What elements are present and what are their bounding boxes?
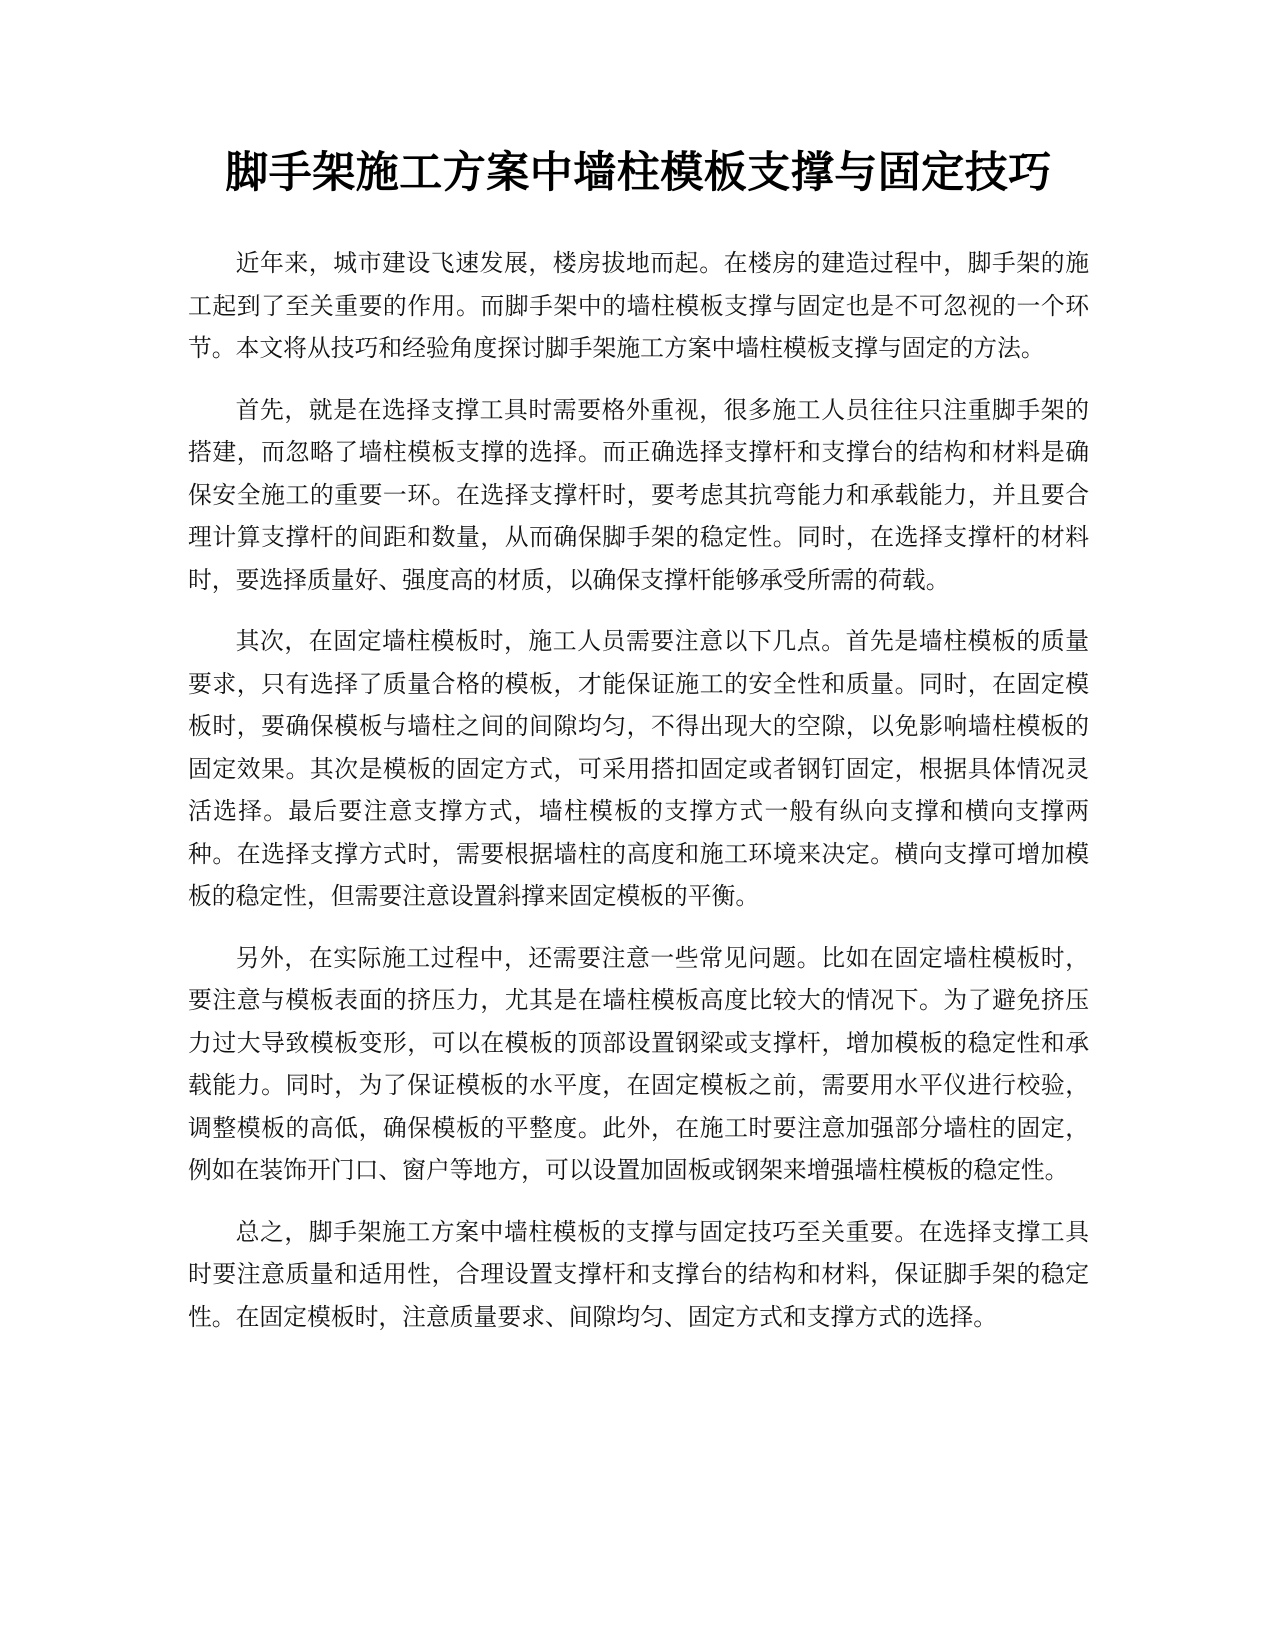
- document-title: 脚手架施工方案中墙柱模板支撑与固定技巧: [225, 148, 1052, 198]
- paragraph-common-issues: 另外，在实际施工过程中，还需要注意一些常见问题。比如在固定墙柱模板时，要注意与模板表面的挤压力，尤其是在墙柱模板高度比较大的情况下。为了避免挤压力过大导致模板变形，可以在模板的顶部设置钢梁或支撑杆，增加模板的稳定性和承载能力。同时，为了保证模板的水平度，在固定模板之前，需要用水平仪进行校验，调整模板的高低，确保模板的平整度。此外，在施工时要注意加强部分墙柱的固定，例如在装饰开门口、窗户等地方，可以设置加固板或钢架来增强墙柱模板的稳定性。: [188, 943, 1089, 1184]
- paragraph-conclusion: 总之，脚手架施工方案中墙柱模板的支撑与固定技巧至关重要。在选择支撑工具时要注意质量和适用性，合理设置支撑杆和支撑台的结构和材料，保证脚手架的稳定性。在固定模板时，注意质量要求、间隙均匀、固定方式和支撑方式的选择。: [188, 1217, 1089, 1331]
- paragraph-fixing-formwork: 其次，在固定墙柱模板时，施工人员需要注意以下几点。首先是墙柱模板的质量要求，只有选择了质量合格的模板，才能保证施工的安全性和质量。同时，在固定模板时，要确保模板与墙柱之间的间隙均匀，不得出现大的空隙，以免影响墙柱模板的固定效果。其次是模板的固定方式，可采用搭扣固定或者钢钉固定，根据具体情况灵活选择。最后要注意支撑方式，墙柱模板的支撑方式一般有纵向支撑和横向支撑两种。在选择支撑方式时，需要根据墙柱的高度和施工环境来决定。横向支撑可增加模板的稳定性，但需要注意设置斜撑来固定模板的平衡。: [188, 627, 1089, 910]
- paragraph-support-tools: 首先，就是在选择支撑工具时需要格外重视，很多施工人员往往只注重脚手架的搭建，而忽略了墙柱模板支撑的选择。而正确选择支撑杆和支撑台的结构和材料是确保安全施工的重要一环。在选择支撑杆时，要考虑其抗弯能力和承载能力，并且要合理计算支撑杆的间距和数量，从而确保脚手架的稳定性。同时，在选择支撑杆的材料时，要选择质量好、强度高的材质，以确保支撑杆能够承受所需的荷载。: [188, 395, 1089, 594]
- paragraph-intro: 近年来，城市建设飞速发展，楼房拔地而起。在楼房的建造过程中，脚手架的施工起到了至关重要的作用。而脚手架中的墙柱模板支撑与固定也是不可忽视的一个环节。本文将从技巧和经验角度探讨脚手架施工方案中墙柱模板支撑与固定的方法。: [188, 249, 1089, 362]
